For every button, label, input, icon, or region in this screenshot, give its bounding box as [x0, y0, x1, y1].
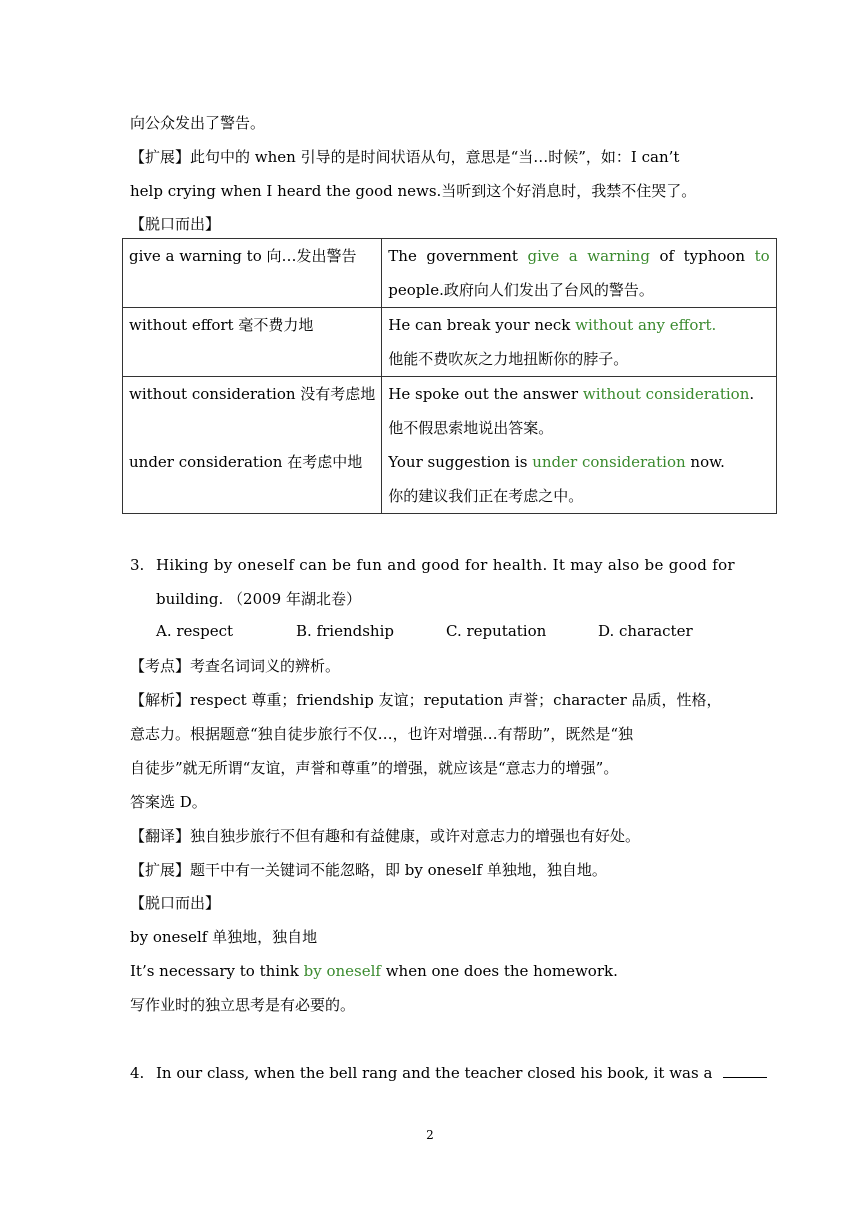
example-text: He spoke out the answer — [388, 385, 583, 403]
example-text: 你的建议我们正在考虑之中。 — [388, 487, 584, 505]
example-text: 他能不费吹灰之力地扭断你的脖子。 — [388, 350, 629, 368]
example-text: He can break your neck — [388, 316, 576, 334]
example-highlight: give a warning — [527, 247, 650, 265]
option-a: A. respect — [156, 622, 234, 640]
blurt-heading: 【脱口而出】 — [130, 215, 221, 233]
example-text: It’s necessary to think — [130, 962, 304, 980]
kaodian-line: 【考点】考查名词词义的辨析。 — [130, 657, 341, 675]
kuozhan-line: 【扩展】题干中有一关键词不能忽略，即 by oneself 单独地，独自地。 — [130, 861, 607, 879]
example-sentence — [388, 479, 769, 513]
example-text: of typhoon — [649, 247, 755, 265]
example-sentence — [388, 273, 769, 307]
example-text: . — [749, 385, 755, 403]
example-cell — [382, 308, 776, 377]
example-highlight: without any effort. — [575, 316, 717, 334]
phrase-cell — [123, 239, 382, 308]
jiexi-line-1: 【解析】respect 尊重；friendship 友谊；reputation 声誉；character 品质，性格， — [130, 691, 722, 709]
example-cell — [382, 377, 776, 514]
table-row — [123, 308, 777, 377]
answer-line: 答案选 D。 — [130, 793, 207, 811]
example-text: 他不假思索地说出答案。 — [388, 419, 554, 437]
example-text: people.政府向人们发出了台风的警告。 — [388, 281, 654, 299]
question-3-number: 3. — [130, 556, 145, 574]
example-text: The government — [388, 247, 528, 265]
example-sentence — [388, 308, 769, 342]
phrase-text: under consideration 在考虑中地 — [129, 453, 363, 471]
example-text: when one does the homework. — [380, 962, 618, 980]
option-c: C. reputation — [446, 622, 547, 640]
phrase-table — [122, 238, 777, 514]
example-cell — [382, 239, 776, 308]
extension-line-1: 【扩展】此句中的 when 引导的是时间状语从句，意思是“当…时候”，如：I can’t — [130, 148, 680, 166]
example-sentence — [388, 342, 769, 376]
text-line: 向公众发出了警告。 — [130, 114, 266, 132]
phrase-text: without effort 毫不费力地 — [129, 316, 314, 334]
option-d: D. character — [598, 622, 693, 640]
example-sentence — [388, 445, 769, 479]
question-4-number: 4. — [130, 1064, 145, 1082]
table-row — [123, 377, 777, 514]
phrase-text: without consideration 没有考虑地 — [129, 385, 376, 403]
example-highlight: under consideration — [532, 453, 686, 471]
question-3-stem-line-1 — [156, 555, 735, 575]
fanyi-line: 【翻译】独自独步旅行不但有趣和有益健康，或许对意志力的增强也有好处。 — [130, 827, 641, 845]
phrase-cell — [123, 308, 382, 377]
page-number: 2 — [426, 1128, 434, 1142]
question-3-stem-text: Hiking by oneself can be fun and good for health. It may also be good for — [156, 556, 735, 574]
answer-blank — [723, 1063, 767, 1078]
blurt-heading-2: 【脱口而出】 — [130, 894, 221, 912]
extension-line-2: help crying when I heard the good news.当听到这个好消息时，我禁不住哭了。 — [130, 182, 697, 200]
example-sentence — [388, 411, 769, 445]
example-text: now. — [685, 453, 725, 471]
phrase-text: give a warning to 向…发出警告 — [129, 247, 357, 265]
jiexi-line-3: 自徒步”就无所谓“友谊，声誉和尊重”的增强，就应该是“意志力的增强”。 — [130, 759, 619, 777]
question-4-stem-text: In our class, when the bell rang and the teacher closed his book, it was a — [156, 1064, 718, 1082]
example-cn-line: 写作业时的独立思考是有必要的。 — [130, 996, 356, 1014]
question-3-stem-line-2: building. （2009 年湖北卷） — [156, 590, 361, 608]
example-highlight: to — [754, 247, 770, 265]
example-text: Your suggestion is — [388, 453, 533, 471]
table-row — [123, 239, 777, 308]
example-sentence — [388, 239, 769, 273]
example-line — [130, 961, 618, 981]
phrase-cell — [123, 377, 382, 514]
jiexi-line-2: 意志力。根据题意“独自徒步旅行不仅…，也许对增强…有帮助”，既然是“独 — [130, 725, 634, 743]
example-highlight: without consideration — [582, 385, 750, 403]
option-b: B. friendship — [296, 622, 394, 640]
question-4-stem — [156, 1063, 767, 1083]
phrase-text — [129, 411, 375, 445]
phrase-line: by oneself 单独地，独自地 — [130, 928, 318, 946]
example-highlight: by oneself — [303, 962, 381, 980]
example-sentence — [388, 377, 769, 411]
